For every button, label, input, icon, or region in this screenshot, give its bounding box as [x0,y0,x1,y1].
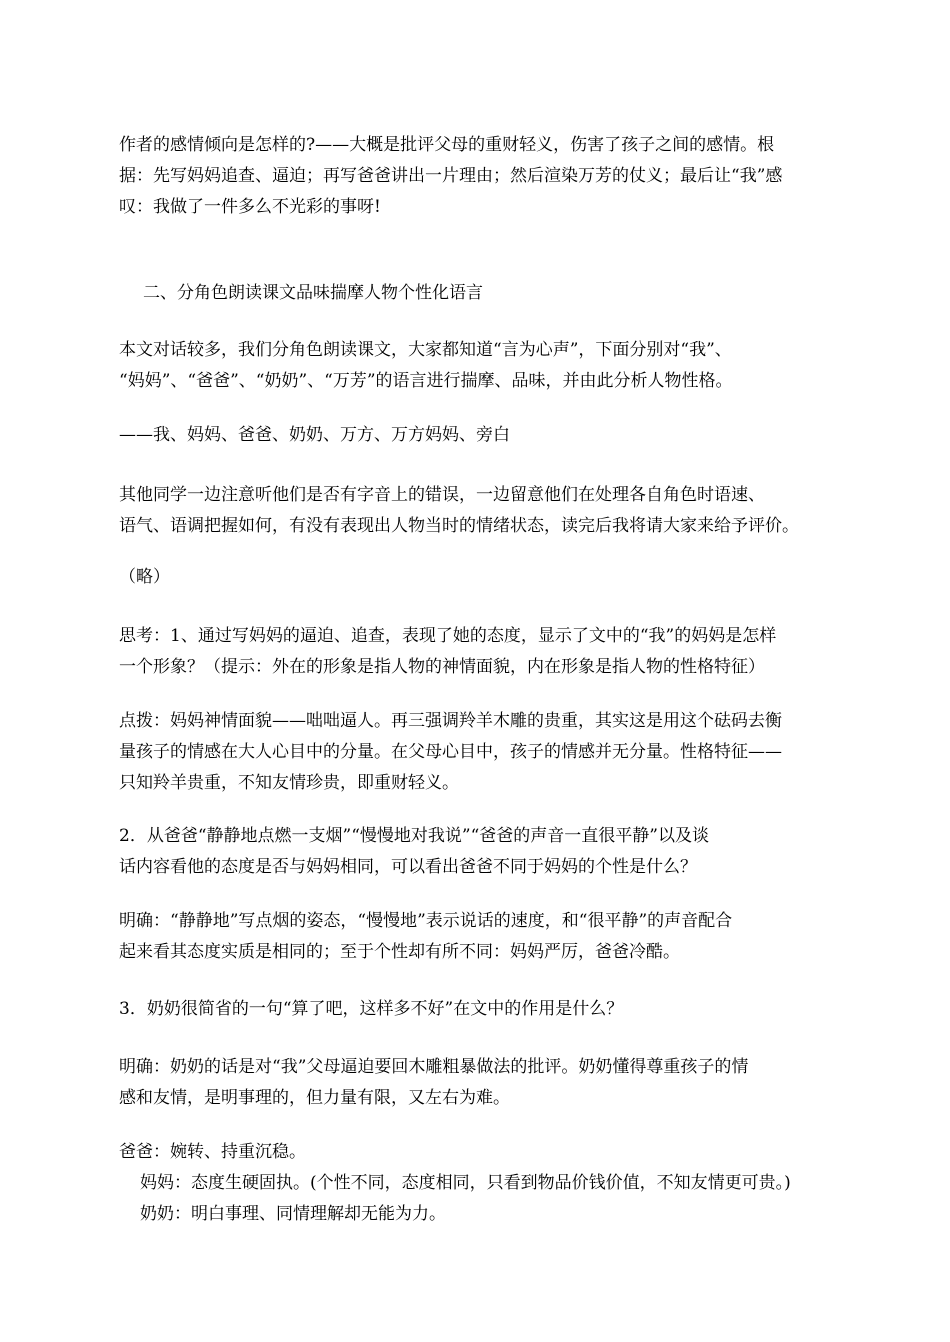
text-line: 3．奶奶很简省的一句“算了吧，这样多不好”在文中的作用是什么？ [119,999,624,1019]
heading-text: 二、分角色朗读课文品味揣摩人物个性化语言 [143,283,483,303]
text-line: 量孩子的情感在大人心目中的分量。在父母心目中，孩子的情感并无分量。性格特征—— [119,742,782,762]
text-line: 其他同学一边注意听他们是否有字音上的错误，一边留意他们在处理各自角色时语速、 [119,485,765,505]
question-1-paragraph [119,621,864,683]
text-line: 语气、语调把握如何，有没有表现出人物当时的情绪状态，读完后我将请大家来给予评价。 [119,516,799,536]
text-line: 思考：1、通过写妈妈的逼迫、追查，表现了她的态度，显示了文中的“我”的妈妈是怎样 [119,626,777,646]
text-line: 2．从爸爸“静静地点燃一支烟”“慢慢地对我说”“爸爸的声音一直很平静”以及谈 [119,826,709,846]
summary-grandma: 奶奶：明白事理、同情理解却无能为力。 [140,1204,446,1224]
text-line: （略） [119,567,170,587]
text-line: 感和友情，是明事理的，但力量有限，又左右为难。 [119,1088,510,1108]
roles-line [119,420,864,451]
text-line: 话内容看他的态度是否与妈妈相同，可以看出爸爸不同于妈妈的个性是什么？ [119,857,697,877]
text-line: 明确：“静静地”写点烟的姿态，“慢慢地”表示说话的速度，和“很平静”的声音配合 [119,911,733,931]
summary-mom: 妈妈：态度生硬固执。(个性不同，态度相同，只看到物品价钱价值，不知友情更可贵。) [140,1173,791,1193]
text-line: 作者的感情倾向是怎样的?——大概是批评父母的重财轻义，伤害了孩子之间的感情。根 [119,135,775,155]
text-line: 明确：奶奶的话是对“我”父母逼迫要回木雕粗暴做法的批评。奶奶懂得尊重孩子的情 [119,1057,749,1077]
question-3-paragraph [119,994,864,1025]
text-line: ——我、妈妈、爸爸、奶奶、万方、万方妈妈、旁白 [119,425,510,445]
text-line: 叹：我做了一件多么不光彩的事呀! [119,197,381,217]
intro-paragraph [119,130,864,223]
omitted-note [119,562,864,593]
question-2-paragraph [119,821,864,883]
answer-3-paragraph [119,1052,864,1114]
guidance-1-paragraph [119,706,864,799]
text-line: 只知羚羊贵重，不知友情珍贵，即重财轻义。 [119,773,459,793]
text-line: “妈妈”、“爸爸”、“奶奶”、“万芳”的语言进行揣摩、品味，并由此分析人物性格。 [119,371,733,391]
listening-instruction-paragraph [119,480,864,542]
text-line: 点拨：妈妈神情面貌——咄咄逼人。再三强调羚羊木雕的贵重，其实这是用这个砝码去衡 [119,711,782,731]
reading-intro-paragraph [119,335,864,397]
text-line: 一个形象？（提示：外在的形象是指人物的神情面貌，内在形象是指人物的性格特征） [119,657,765,677]
answer-2-paragraph [119,906,864,968]
character-summary [119,1137,864,1230]
section-heading [143,278,888,309]
text-line: 起来看其态度实质是相同的；至于个性却有所不同：妈妈严厉，爸爸冷酷。 [119,942,680,962]
text-line: 本文对话较多，我们分角色朗读课文，大家都知道“言为心声”，下面分别对“我”、 [119,340,732,360]
text-line: 据：先写妈妈追查、逼迫；再写爸爸讲出一片理由；然后渲染万芳的仗义；最后让“我”感 [119,166,783,186]
summary-dad: 爸爸：婉转、持重沉稳。 [119,1142,306,1162]
